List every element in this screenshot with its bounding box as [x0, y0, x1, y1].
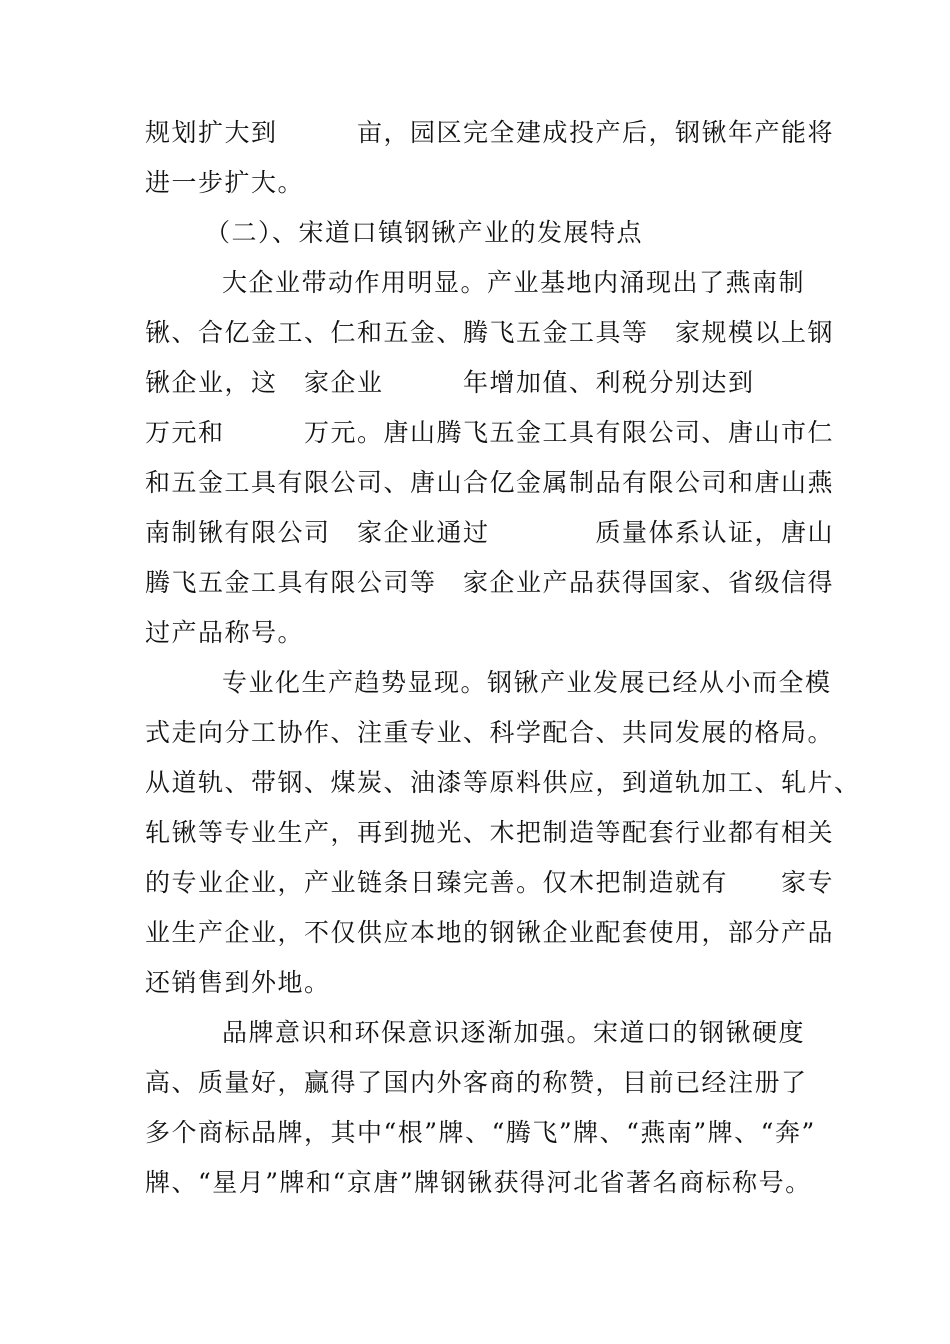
text-line: 的专业企业，产业链条日臻完善。仅木把制造就有 家专: [145, 868, 835, 897]
text-line: 锹企业，这 家企业 年增加值、利税分别达到: [145, 368, 755, 397]
section-heading: （二）、宋道口镇钢锹产业的发展特点: [205, 218, 644, 247]
text-line: 锹、合亿金工、仁和五金、腾飞五金工具等 家规模以上钢: [145, 318, 835, 347]
text-line: 过产品称号。: [145, 618, 305, 647]
paragraph-first-line: 品牌意识和环保意识逐渐加强。宋道口的钢锹硬度: [222, 1018, 806, 1047]
text-line: 高、质量好，赢得了国内外客商的称赞，目前已经注册了: [145, 1068, 808, 1097]
text-line: 业生产企业，不仅供应本地的钢锹企业配套使用，部分产品: [145, 918, 835, 947]
text-line: 规划扩大到 亩，园区完全建成投产后，钢锹年产能将: [145, 118, 835, 147]
text-line: 从道轨、带钢、煤炭、油漆等原料供应，到道轨加工、轧片、: [145, 768, 861, 797]
text-line: 式走向分工协作、注重专业、科学配合、共同发展的格局。: [145, 718, 835, 747]
text-line: 南制锹有限公司 家企业通过 质量体系认证，唐山: [145, 518, 835, 547]
text-line: 和五金工具有限公司、唐山合亿金属制品有限公司和唐山燕: [145, 468, 835, 497]
paragraph-first-line: 大企业带动作用明显。产业基地内涌现出了燕南制: [222, 268, 806, 297]
text-line: 万元和 万元。唐山腾飞五金工具有限公司、唐山市仁: [145, 418, 835, 447]
text-line: 轧锹等专业生产，再到抛光、木把制造等配套行业都有相关: [145, 818, 835, 847]
text-line: 腾飞五金工具有限公司等 家企业产品获得国家、省级信得: [145, 568, 835, 597]
text-line: 进一步扩大。: [145, 168, 305, 197]
text-line: 还销售到外地。: [145, 968, 331, 997]
text-line: 牌、“星月”牌和“京唐”牌钢锹获得河北省著名商标称号。: [145, 1168, 812, 1197]
paragraph-first-line: 专业化生产趋势显现。钢锹产业发展已经从小而全模: [222, 668, 832, 697]
text-line: 多个商标品牌，其中“根”牌、“腾飞”牌、“燕南”牌、“奔”: [145, 1118, 816, 1147]
